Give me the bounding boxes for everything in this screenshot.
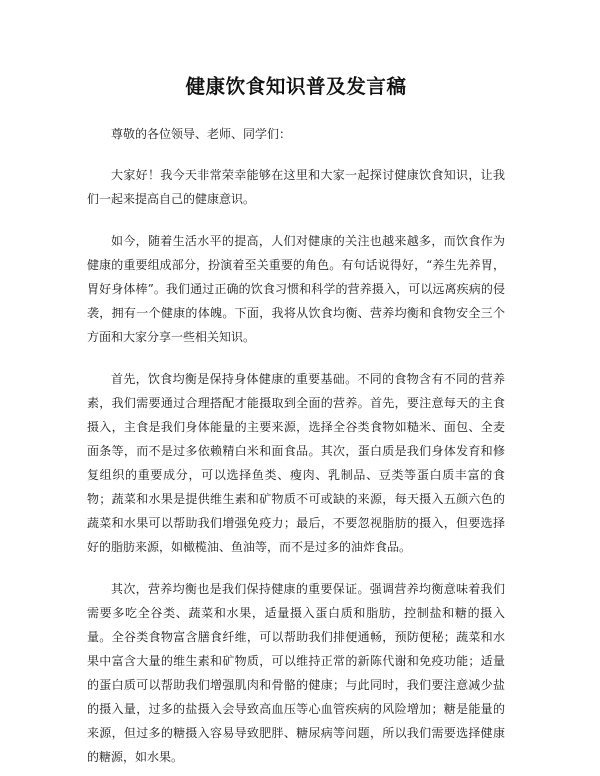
document-title: 健康饮食知识普及发言稿 — [185, 75, 407, 98]
paragraph-diet-balance: 首先，饮食均衡是保持身体健康的重要基础。不同的食物含有不同的营养素，我们需要通过合理搭配才能摄取到全面的营养。首先，要注意每天的主食摄入，主食是我们身体能量的主要来源，选择全谷类食物如糙米、面包、全麦面条等，而不是过多依赖精白米和面食品。其次，蛋白质是我们身体发育和修复组织的重要成分，可以选择鱼类、瘦肉、乳制品、豆类等蛋白质丰富的食物；蔬菜和水果是提供维生素和矿物质不可或缺的来源，每天摄入五颜六色的蔬菜和水果可以帮助我们增强免疫力；最后，不要忽视脂肪的摄入，但要选择好的脂肪来源，如橄榄油、鱼油等，而不是过多的油炸食品。 — [87, 372, 505, 554]
paragraph-nutrition-balance: 其次，营养均衡也是我们保持健康的重要保证。强调营养均衡意味着我们需要多吃全谷类、蔬菜和水果，适量摄入蛋白质和脂肪，控制盐和糖的摄入量。全谷类食物富含膳食纤维，可以帮助我们排便通畅，预防便秘；蔬菜和水果中富含大量的维生素和矿物质，可以维持正常的新陈代谢和免疫功能；适量的蛋白质可以帮助我们增强肌肉和骨骼的健康；与此同时，我们要注意减少盐的摄入量，过多的盐摄入会导致高血压等心血管疾病的风险增加；糖是能量的来源，但过多的糖摄入容易导致肥胖、糖尿病等问题，所以我们需要选择健康的糖源，如水果。 — [87, 582, 505, 764]
salutation: 尊敬的各位领导、老师、同学们： — [111, 127, 292, 141]
paragraph-introduction: 如今，随着生活水平的提高，人们对健康的关注也越来越多，而饮食作为健康的重要组成部分，扮演着至关重要的角色。有句话说得好，“养生先养胃，胃好身体棒”。我们通过正确的饮食习惯和科学的营养摄入，可以远离疾病的侵袭，拥有一个健康的体魄。下面，我将从饮食均衡、营养均衡和食物安全三个方面和大家分享一些相关知识。 — [87, 234, 505, 344]
paragraph-greeting: 大家好！我今天非常荣幸能够在这里和大家一起探讨健康饮食知识，让我们一起来提高自己的健康意识。 — [87, 168, 505, 206]
